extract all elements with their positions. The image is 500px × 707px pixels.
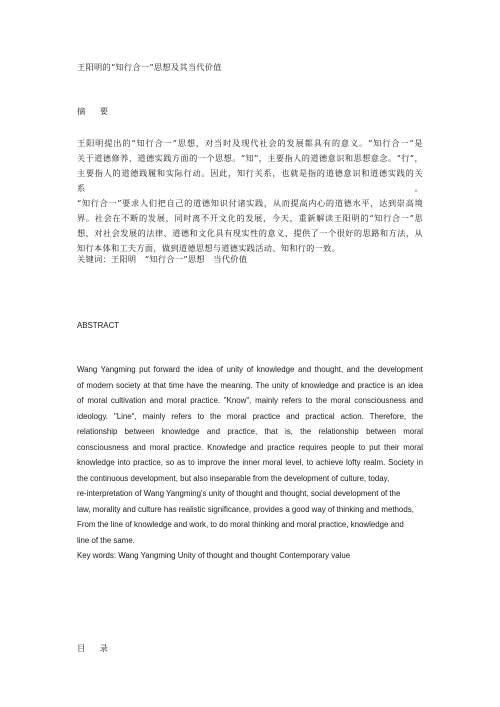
abstract-heading-zh: 摘 要 (77, 106, 114, 116)
abstract-en-line: of moral cultivation and moral practice. "Know", mainly refers to the moral consciousness and (77, 396, 423, 405)
abstract-zh-line: 想，对社会发展的法律、道德和文化具有现实性的意义，提供了一个很好的思路和方法，从 (77, 228, 423, 238)
abstract-en-line: law, morality and culture has realistic significance, provides a good way of thinking and methods, (77, 504, 414, 514)
abstract-zh-line: 知行本体和工夫方面，做到道德思想与道德实践活动、知和行的一致。 (77, 243, 341, 253)
abstract-zh-line: 主要指人的道德践履和实际行动。因此，知行关系，也就是指的道德意识和道德实践的关系。 (77, 168, 423, 193)
keywords-zh: 关键词：王阳明 “知行合一”思想 当代价值 (77, 254, 248, 264)
abstract-zh-line: 界。社会在不断的发展，同时离不开文化的发展，今天，重新解读王阳明的“知行合一”思 (77, 213, 423, 223)
abstract-en-line: Wang Yangming put forward the idea of unity of knowledge and thought, and the development (77, 365, 423, 374)
toc-heading: 目 录 (77, 643, 114, 653)
abstract-en-line: line of the same. (77, 535, 135, 545)
abstract-en-line: ideology. "Line", mainly refers to the moral practice and practical action. Therefore, the (77, 411, 423, 421)
abstract-en (77, 362, 423, 548)
abstract-en-line: knowledge into practice, so as to improve the inner moral level, to achieve lofty realm. Society in (77, 458, 423, 467)
document-title: 王阳明的“知行合一”思想及其当代价值 (77, 62, 222, 72)
abstract-zh-line: “知行合一”要求人们把自己的道德知识付诸实践，从而提高内心的道德水平，达到崇高境 (77, 198, 423, 208)
abstract-en-line: the continuous development, but also inseparable from the development of culture, today, (77, 473, 390, 483)
abstract-en-line: relationship between knowledge and practice, that is, the relationship between moral (77, 427, 423, 436)
abstract-en-line: From the line of knowledge and work, to do moral thinking and moral practice, knowledge and (77, 520, 404, 529)
keywords-en: Key words: Wang Yangming Unity of thought and thought Contemporary value (77, 551, 351, 560)
abstract-en-line: of modern society at that time have the meaning. The unity of knowledge and practice is an idea (77, 380, 423, 390)
abstract-en-line: re-interpretation of Wang Yangming's unity of thought and thought, social development of the (77, 489, 401, 498)
abstract-zh (77, 136, 423, 256)
abstract-zh-line: 王阳明提出的“知行合一”思想，对当时及现代社会的发展都具有的意义。“知行合一”是 (77, 138, 423, 148)
abstract-en-line: consciousness and moral practice. Knowledge and practice requires people to put their moral (77, 442, 423, 452)
abstract-heading-en: ABSTRACT (77, 321, 120, 330)
abstract-zh-line: 关于道德修养、道德实践方面的一个思想。“知”，主要指人的道德意识和思想意念。“行”， (77, 153, 423, 163)
